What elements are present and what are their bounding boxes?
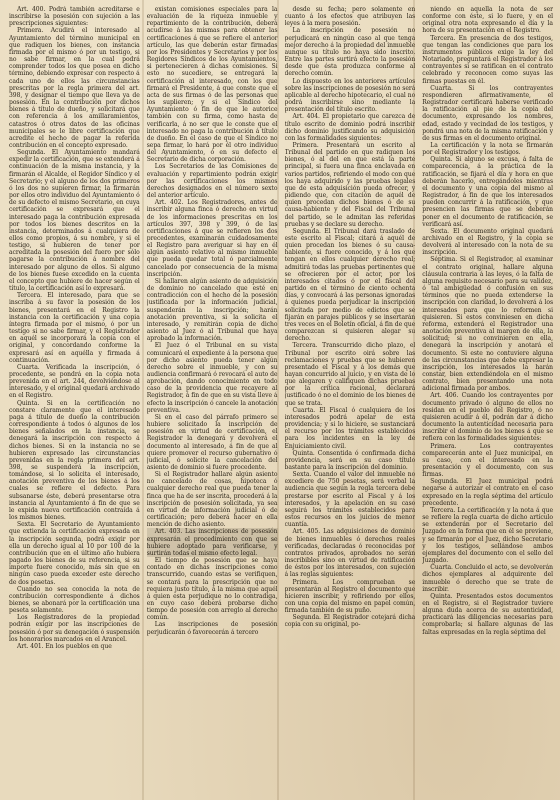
paragraph: Cuando no sea conocida la nota de contribución correspondiente á dichos bienes, se abonará por la certificación una peseta solamente.	[9, 585, 140, 615]
paragraph: Cuarta. Concluido el acto, se devolverán dichos ejemplares al adquirente del inmueble ó derecho que se trate de inscribir.	[422, 564, 553, 593]
paragraph: Lo dispuesto en los anteriores artículos sobre las inscripciones de posesión no será aplicable al derecho hipotecario, el cual no podrá inscribirse sino mediante la presentación del título escrito.	[284, 77, 416, 114]
paragraph: Cuarta. El Fiscal ó cualquiera de los interesados podrá apelar de esta providencia; y si lo hiciere, se sustanciará el recurso por los trámites establecidos para los incidentes en la ley de Enjuiciamiento civil.	[284, 406, 416, 450]
paragraph: Primera. Presentará un escrito al Tribunal del partido en que radiquen los bienes, ó al del en que está la parte principal, si fuera una finca enclavada en varios partidos, refiriendo el modo con que los haya adquirido y las pruebas legales que de esta adquisición pueda ofrecer, y pidiendo que, con citación de aquél de quien procedan dichos bienes ó de su causa-habiente y del Fiscal del Tribunal del partido, se le admitan las referidas pruebas y se declare su derecho.	[284, 141, 416, 228]
paragraph: Segunda. El Ayuntamiento mandará expedir la certificación, que se extenderá á continuación de la misma instancia, y la firmarán el Alcalde, el Regidor Síndico y el Secretario; y el alguno de los dos primeros ó los dos no supieren firmar, la firmarán por ellos otro individuo del Ayuntamiento ó de su defecto el mismo Secretario, en cuya certificación se expresará que el interesado paga la contribución expresada por todos los bienes descritos en la instancia, determinados á cualquiera de ellos como propios, á su nombre, y si el testigo, si hubieren de tener por acreditada la posesión del fuero por sólo pagarse la contribución á nombre del interesado por alguno de ellos. Si alguno de los bienes fuese excedido en la cuenta el concepto que hubiere de hacer según el título, la certificación así lo expresará.	[9, 149, 140, 293]
paragraph: La inscripción de posesión no perjudicará en ningún caso al que tenga mejor derecho á la propiedad del inmueble aunque su título no haya sido inscrito. Entre las partes surtirá efecto la posesión desde que ésta produzca conforme al derecho común.	[284, 27, 416, 78]
text-column-1	[9, 6, 140, 794]
column-divider	[142, 0, 144, 800]
paragraph: Sexta. Cuando el valor del inmueble no excediere de 750 pesetas, será verbal la audiencia que según la regla tercera debe prestarse por escrito al Fiscal y á los interesados, y la apelación en su caso seguirá los trámites establecidos para estos recursos en los juicios de menor cuantía.	[284, 471, 416, 529]
paragraph: Art. 403. Las inscripciones de posesión expresarán el procedimiento con que se hubiere adoptado para verificarse, y surtirán todas el mismo efecto legal.	[146, 528, 278, 557]
paragraph: El Juez ó el Tribunal en su vista comunicará el expediente á la persona que por dicho asiento pueda tener algún derecho sobre el inmueble, y con su audiencia confirmará ó revocará el auto de aprobación, dando conocimiento en todo caso de la providencia que recayere al Registrador, á fin de que en su vista lleve á efecto la inscripción ó cancele la anotación preventiva.	[146, 342, 278, 414]
paragraph: Art. 400. Podrá también acreditarse e inscribirse la posesión con sujeción a las prescripciones siguientes:	[9, 6, 140, 28]
paragraph: Los Secretarios de las Comisiones de evaluación y repartimiento podrán exigir por las certificaciones los mismos derechos designados en el número sexto del anterior artículo.	[146, 163, 278, 200]
paragraph: La certificación y la nota se firmarán por el Registrador y los testigos.	[422, 141, 553, 157]
paragraph: Segunda. El Registrador cotejará dicha copia con su original, po-	[284, 614, 416, 629]
paragraph: niendo en aquella la nota de ser conforme con éste, si lo fuere, y en el original otra nota expresando el día y la hora de su presentación en el Registro.	[422, 6, 553, 35]
paragraph: Sexta. El Secretario de Ayuntamiento que extienda la certificación expresada en la inscripción segunda, podrá exigir por ella un derecho igual al 10 por 100 de la contribución que en el último año hubiera pagado los bienes de su referencia, si su importe fuere conocido, más sin que en ningún caso pueda exceder este derecho de dos pesetas.	[9, 521, 140, 586]
paragraph: Si el Registrador hallare algún asiento no cancelado de cosas, hipoteca ó cualquier derecho real que pueda tener la finca que ha de ser inscrita, procederá á la inscripción de posesión solicitada, ya sea en virtud de información judicial ó de certificación; pero deberá hacer en ella mención de dicho asiento.	[146, 471, 278, 529]
paragraph: Sexta. El documento original quedará archivado en el Registro, y la copia se devolverá al interesado con la nota de su inscripción.	[422, 227, 553, 257]
paragraph: Si hallaren algún asiento de adquisición de dominio no cancelado que esté en contradicción con el hecho de la posesión justificada por la información judicial, suspenderán la inscripción; harán anotación preventiva, si la solicita el interesado, y remitirán copia de dicho asiento al Juez ó al Tribunal que haya aprobado la información.	[146, 277, 278, 343]
paragraph: existan comisiones especiales para la evaluación de la riqueza inmueble y repartimiento de la contribución, deberá acudirse á las mismas para obtener las certificaciones á que se refiere el anterior artículo, las que deberán estar firmadas por los Presidentes y Secretarios y por los Regidores Síndicos de los Ayuntamientos, si pertenecieren á dichas comisiones. Si esto no sucediere, se entregará la certificación al interesado, con los que firmará el Presidente, á que conste que el acta de sus firmas ó de las personas que los suplieren; y si el Síndico del Ayuntamiento ó fin de que le autorice también con su firma, como hasta de verificarla, á no ser que le conste que el interesado no paga la contribución á título de dueño. En el caso de que el Síndico no sepa firmar, lo hará por él otro individuo del Ayuntamiento, ó en su defecto el Secretario de dicha corporación.	[146, 6, 278, 164]
paragraph: Art. 406. Cuando los contrayentes por documento privado ó alguno de ellos no residan en el pueblo del Registro, ó no quisieren acudir á él, podrán dar á dicho documento la autenticidad necesaria para inscribir el dominio de los bienes á que se refiera con las formalidades siguientes:	[422, 392, 553, 443]
paragraph: Cuarta. Verificada la inscripción, ó procedente, se pondrá en la copia nota prevenida en el art. 244, devolviéndose al interesado, y el original quedará archivado en el Registro.	[9, 363, 140, 400]
paragraph: desde su fecha; pero solamente en cuanto á los efectos que atribuyen las leyes á la mera posesión.	[284, 6, 416, 28]
paragraph: Segunda. El Juez municipal podrá negarse á autorizar el contrato en el caso expresado en la regla séptima del artículo precedente.	[422, 478, 553, 507]
paragraph: Quinta. Si alguno se excusa, á falta de comparecencia, á la práctica de la ratificación, se fijará el día y hora en que deberán hacerlo, entregándoles mientras el documento y una copia del mismo al Registrador, á fin de que los interesados pueden concurrir á la ratificación, y que presencien las firmas que se deberán poner en el documento de ratificación, se verificará así.	[422, 156, 553, 228]
paragraph: Primera. Los comprueban se presentarán al Registro el documento que hicieren inscribir, y refiriendo por ellos, con una copia del mismo en papel común, firmada también de su puño.	[284, 578, 416, 615]
paragraph: Art. 404. El propietario que carezca de título escrito de dominio podrá inscribir dicho dominio justificando su adquisición con las formalidades siguientes:	[284, 113, 416, 142]
paragraph: Segunda. El Tribunal dará traslado de este escrito al Fiscal; citará á aquél de quien procedan los bienes ó su causa-habiente, si fuere conocido, y á los que tengan en ellos cualquier derecho real; admitirá todas las pruebas pertinentes que se ofrecieren por el actor, por los interesados citados ó por el fiscal del partido en el término de ciento ochenta días, y convocará á las personas ignoradas á quienes pueda perjudicar la inscripción solicitada por medio de edictos que se fijarán en parajes públicos y se insertarán tres veces en el Boletín oficial, á fin de que comparezcan si quisieren alegar su derecho.	[284, 227, 416, 343]
paragraph: Art. 401. En los pueblos en que	[17, 642, 112, 650]
paragraph: Art. 402. Los Registradores, antes de inscribir alguna finca ó derecho en virtud de los informaciones prescritas en los artículos 397, 398 y 399, ó de las certificaciones á que se refieren los dos precedentes, examinarán cuidadosamente el Registro para averiguar si hay en él algún asiento relativo al mismo inmueble que pueda quedar total ó parcialmente cancelado por consecuencia de la misma inscripción.	[146, 199, 278, 278]
paragraph: Tercera. En presencia de dos testigos, que tengan las condiciones que para los instrumentos públicos exige la ley del Notariado, preguntará el Registrador á los contrayentes si se ratifican en el contrato celebrado y reconocen como suyas las firmas puestas en él.	[422, 34, 553, 85]
paragraph: Los Registradores de la propiedad podrán exigir por las inscripciones de posesión ó por su denegación ó suspensión los honorarios marcados en el Arancel.	[9, 614, 140, 643]
paragraph: Tercera. El interesado, para que se inscriba á su favor la posesión de los bienes, presentará en el Registro la instancia con la certificación y una copia íntegra firmada por el mismo, ó por un testigo si no sabe firmar, y el Registrador en aquél se incorporará la copia con el original, y concordando conforme la expresará así en aquélla y firmada á continuación.	[9, 292, 140, 364]
paragraph: Si en el caso del párrafo primero se hubiere solicitado la inscripción de posesión en virtud de certificación, el Registrador la denegará y devolverá el documento al interesado, á fin de que al quiere promover el recurso gubernativo ó judicial, ó solicite la cancelación del asiento de dominio si fuere procedente.	[146, 413, 278, 471]
paragraph: Quinta. Consentida ó confirmada dicha providencia, será en su caso título bastante para la inscripción del dominio.	[284, 449, 416, 471]
text-column-4	[422, 6, 553, 794]
paragraph: Primera. Los contrayentes comparecerán ante el Juez municipal, en su caso, con el interesado en la presentación y el documento, con sus firmas.	[422, 442, 553, 479]
paragraph: Tercera. Transcurrido dicho plazo, el Tribunal por escrito oirá sobre las reclamaciones y pruebas que se hubieren presentado el Fiscal y á los demás que hayan concurrido al juicio, y en vista de lo que alegaren y califiquen dichas pruebas por la crítica racional, declarará justificado ó no el dominio de los bienes de que se trata.	[284, 342, 416, 407]
paragraph: Quinta. Si en la certificación no constare claramente que el interesado paga á título de dueño la contribución correspondiente á todos ó algunos de los bienes señalados en la instancia, se denegará la inscripción con respecto á dichos bienes. Si en la instancia no se hubieren expresado las circunstancias prevenidas en la regla primera del art. 398, se suspenderá la inscripción, tomándose, si lo solicita el interesado, anotación preventiva de los bienes á los cuales se refiere el defecto. Para subsanarse éste, deberá presentarse otra instancia al Ayuntamiento á fin de que se le expida nueva certificación contraída á los mismos bienes.	[9, 399, 140, 522]
paragraph: El tiempo de posesión que se haya contado en dichas inscripciones como transcurrido, cuando estas se verifiquen, se contará para la prescripción que no requiera justo título, á la misma que aquél á quien esta perjudique no lo contradiga, en cuyo caso deberá probarse dicho tiempo de posesión con arreglo al derecho común.	[146, 557, 278, 622]
paragraph: Las inscripciones de posesión perjudicarán ó favorecerán á tercero	[146, 621, 278, 636]
paragraph: Primera. Acudirá el interesado al Ayuntamiento del término municipal en que radiquen los bienes, con instancia firmada por el mismo ó por un testigo, si no sabe firmar, en la cual podrá comprender todos los que posea en dicho término, debiendo expresar con respecto á cada uno de ellos las circunstancias prescritas por la regla primera del art. 398, y designar el tiempo que lleva ya de posesión. En la contribución por dichos bienes á título de dueño, y solicitará que con referencia á los amillaramientos, catastros ó otros datos de las oficinas municipales se le libre certificación que acredite el hecho de pagar la referida contribución en el concepto expresado.	[9, 27, 140, 149]
paragraph: Art. 405. Las adquisiciones de dominio de bienes inmuebles ó derechos reales verificadas, declaradas ó reconocidas por contratos privados, aprobados no serán inscribibles sino en virtud de ratificación de éstos por los interesados, con sujeción á las reglas siguientes:	[284, 528, 416, 579]
column-divider	[413, 0, 415, 800]
paragraph: Cuarta. Si los contrayentes respondieren afirmativamente, el Registrador certificará haberse verificado la ratificación al pie de la copia del documento, expresando los nombres, edad, estado y vecindad de los testigos, y pondrá una nota de la misma ratificación y de sus firmas en el documento original.	[422, 84, 553, 142]
paragraph: Séptima. Si el Registrador, al examinar el contrato original, hallare alguna cláusula contraria á las leyes, ó la falta de alguna requisito necesario para su validez, ó tal ambigüedad ó confusión en sus términos que no pueda extenderse la inscripción con claridad, lo devolverá á los interesados para que lo reformen si quisieren. Si estos conviniesen en dicha reforma, extenderá el Registrador una anotación preventiva al margen de ella, la solicitud; si no convinieren en ella, denegará la inscripción y anotará el documento. Si este no contuviere alguna de las circunstancias que debe expresar la inscripción, los interesados la harán constar, bien extendiéndola en el mismo contrato, bien presentando una nota adicional firmada por ambos.	[422, 256, 553, 393]
text-column-2	[147, 6, 278, 794]
text-column-3	[285, 6, 416, 794]
column-divider	[277, 0, 279, 800]
paragraph: Quinta. Presentados estos documentos en el Registro, si el Registrador tuviere alguna duda acerca de su autenticidad, practicará las diligencias necesarias para comprobarla; si hallare algunas de las faltas expresadas en la regla séptima del	[422, 592, 553, 636]
paragraph: Tercera. La certificación y la nota á que se refiere la regla cuarta de dicho artículo se extenderán por el Secretario del Juzgado en la forma que en él se previene, y se firmarán por el Juez, dicho Secretario y los testigos, sellándose ambos ejemplares del documento con el sello del Juzgado.	[422, 506, 553, 565]
